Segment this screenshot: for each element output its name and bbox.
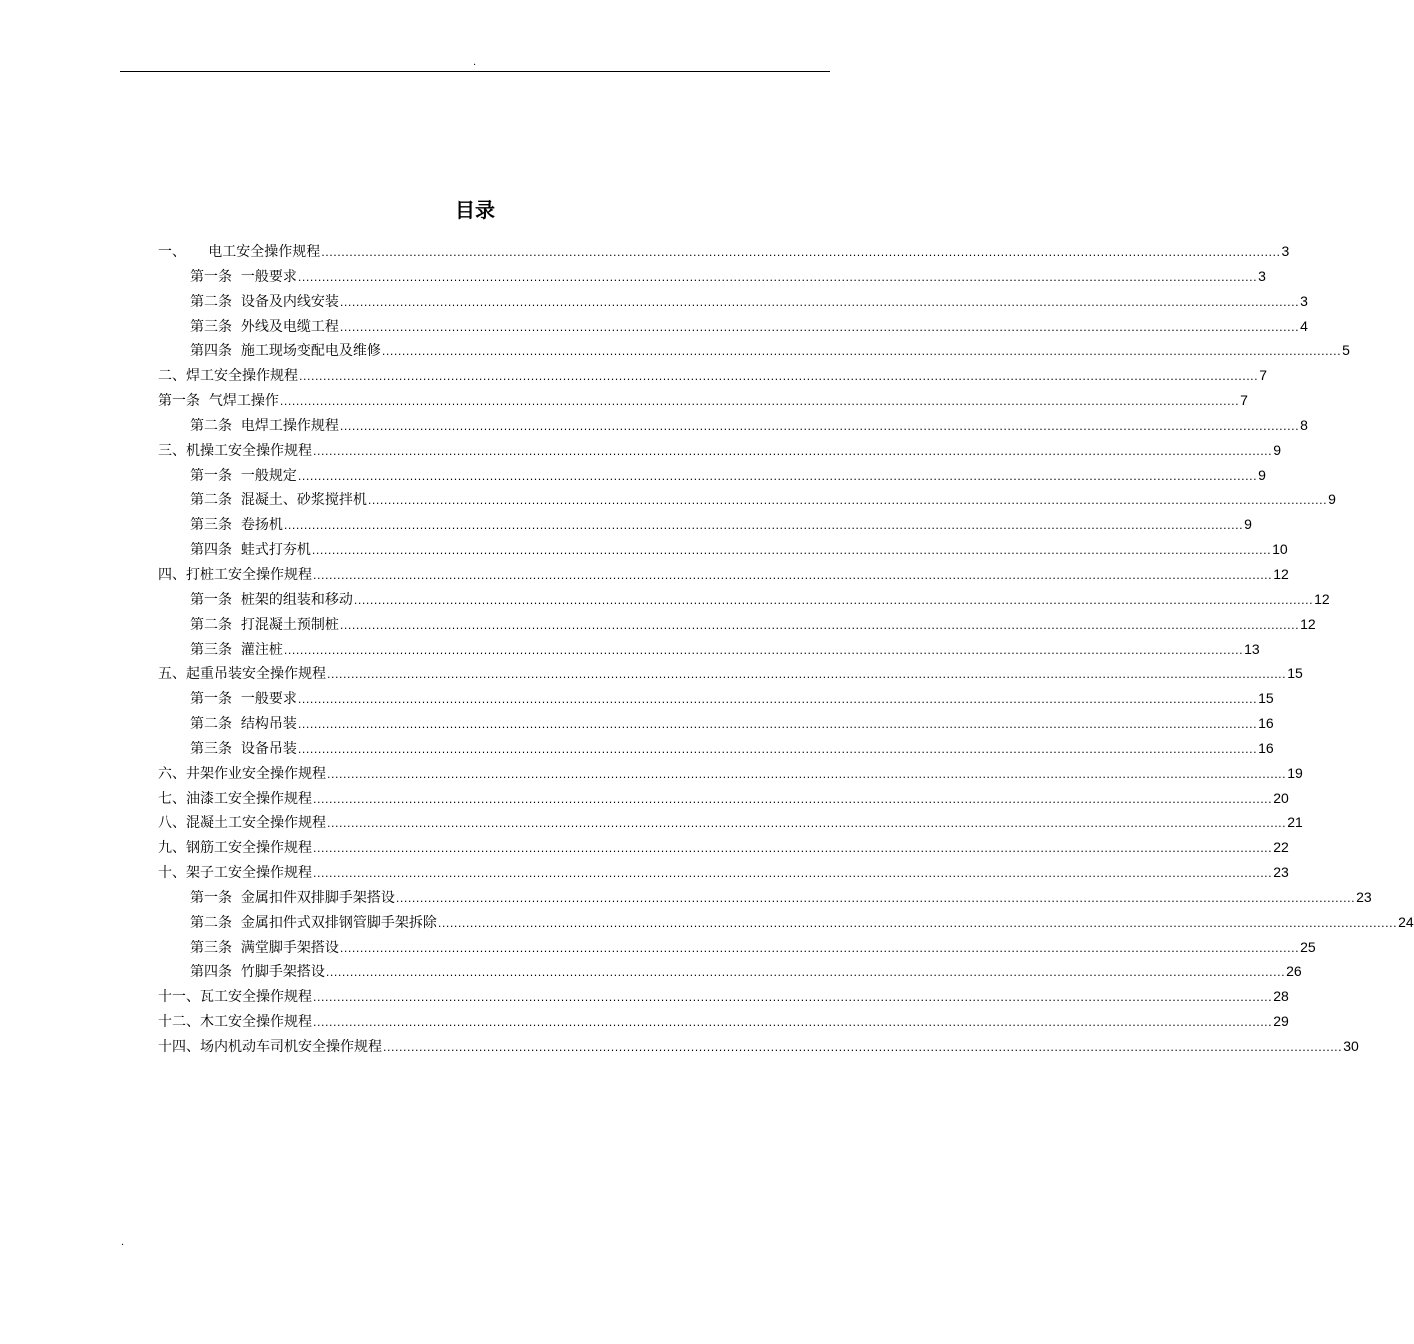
toc-dot-leader: ................................................................................................................................................................................................................................................ [283,643,1244,657]
toc-entry-title: 一、 电工安全操作规程 [158,244,321,260]
toc-title: 目录 [455,198,495,222]
toc-entry-page: 15 [1258,690,1274,707]
toc-entry-title: 第一条 桩架的组装和移动 [190,591,353,608]
toc-dot-leader: ................................................................................................................................................................................................................................................ [313,867,1273,881]
toc-dot-leader: ................................................................................................................................................................................................................................................ [313,842,1273,856]
toc-entry-page: 19 [1287,764,1303,781]
toc-entry-page: 3 [1258,267,1266,284]
toc-entry-title: 第二条 设备及内线安装 [190,293,339,310]
toc-entry[interactable] [158,786,1289,811]
toc-entry[interactable] [158,1009,1289,1034]
toc-entry[interactable] [158,562,1289,587]
toc-entry-page: 12 [1273,565,1289,582]
toc-entry[interactable] [158,388,1248,413]
toc-entry-title: 第二条 打混凝土预制桩 [190,616,339,633]
toc-entry-title: 十、架子工安全操作规程 [158,865,312,882]
toc-entry-title: 二、焊工安全操作规程 [158,368,298,385]
toc-entry-title: 十二、木工安全操作规程 [158,1014,312,1031]
toc-dot-leader: ................................................................................................................................................................................................................................................ [297,693,1258,707]
toc-entry[interactable] [158,661,1303,686]
toc-dot-leader: ................................................................................................................................................................................................................................................ [313,991,1273,1005]
toc-entry-page: 23 [1356,888,1372,905]
toc-dot-leader: ................................................................................................................................................................................................................................................ [353,593,1314,607]
toc-entry-page: 9 [1258,466,1266,483]
toc-entry-page: 9 [1328,491,1336,508]
toc-dot-leader: ................................................................................................................................................................................................................................................ [381,345,1342,359]
toc-entry[interactable] [158,239,1290,264]
toc-entry-title: 第三条 满堂脚手架搭设 [190,939,339,956]
toc-entry[interactable] [158,910,1414,935]
toc-dot-leader: ................................................................................................................................................................................................................................................ [339,320,1300,334]
toc-entry[interactable] [158,363,1267,388]
toc-entry[interactable] [158,711,1274,736]
toc-entry-title: 第一条 一般要求 [190,268,297,285]
toc-dot-leader: ................................................................................................................................................................................................................................................ [297,718,1258,732]
toc-entry[interactable] [158,487,1336,512]
toc-entry-title: 第四条 竹脚手架搭设 [190,964,325,981]
toc-entry-title: 第二条 结构吊装 [190,716,297,733]
toc-dot-leader: ................................................................................................................................................................................................................................................ [313,444,1273,458]
toc-entry-title: 第二条 电焊工操作规程 [190,417,339,434]
toc-entry[interactable] [158,686,1274,711]
toc-entry-page: 12 [1300,615,1316,632]
toc-entry-title: 七、油漆工安全操作规程 [158,790,312,807]
toc-dot-leader: ................................................................................................................................................................................................................................................ [325,966,1286,980]
toc-entry-title: 十四、场内机动车司机安全操作规程 [158,1039,382,1055]
toc-entry[interactable] [158,612,1316,637]
toc-entry-page: 10 [1272,541,1288,558]
toc-entry-title: 第三条 设备吊装 [190,740,297,757]
toc-entry[interactable] [158,537,1288,562]
toc-entry-page: 5 [1342,342,1350,359]
toc-entry[interactable] [158,289,1308,314]
toc-entry[interactable] [158,736,1274,761]
toc-dot-leader: ................................................................................................................................................................................................................................................ [339,295,1300,309]
toc-entry-title: 第一条 一般规定 [190,467,297,484]
toc-entry-title: 五、起重吊装安全操作规程 [158,666,326,683]
toc-entry[interactable] [158,984,1289,1009]
toc-entry-page: 9 [1273,441,1281,458]
toc-dot-leader: ................................................................................................................................................................................................................................................ [327,817,1287,831]
toc-entry[interactable] [158,959,1302,984]
toc-entry[interactable] [158,810,1303,835]
toc-dot-leader: ................................................................................................................................................................................................................................................ [339,941,1300,955]
toc-entry-page: 28 [1273,988,1289,1005]
toc-entry-title: 三、机操工安全操作规程 [158,442,312,459]
toc-entry-title: 四、打桩工安全操作规程 [158,566,312,583]
toc-entry[interactable] [158,860,1289,885]
toc-entry-title: 十一、瓦工安全操作规程 [158,989,312,1006]
toc-dot-leader: ................................................................................................................................................................................................................................................ [327,767,1287,781]
toc-dot-leader: ................................................................................................................................................................................................................................................ [395,891,1356,905]
toc-entry-page: 13 [1244,640,1260,657]
toc-dot-leader: ................................................................................................................................................................................................................................................ [383,1041,1343,1054]
toc-entry-title: 第三条 卷扬机 [190,517,283,534]
toc-entry[interactable] [158,463,1266,488]
toc-dot-leader: ................................................................................................................................................................................................................................................ [339,618,1300,632]
footer-mark: . [121,1237,125,1248]
toc-entry-page: 7 [1259,367,1267,384]
toc-entry-title: 第三条 外线及电缆工程 [190,318,339,335]
toc-entry[interactable] [158,413,1308,438]
toc-entry-title: 八、混凝土工安全操作规程 [158,815,326,832]
toc-dot-leader: ................................................................................................................................................................................................................................................ [339,419,1300,433]
toc-dot-leader: ................................................................................................................................................................................................................................................ [321,246,1281,259]
toc-dot-leader: ................................................................................................................................................................................................................................................ [297,270,1258,284]
toc-entry-title: 第一条 气焊工操作 [158,393,279,410]
toc-entry-page: 3 [1300,292,1308,309]
toc-dot-leader: ................................................................................................................................................................................................................................................ [367,494,1328,508]
toc-entry[interactable] [158,587,1330,612]
toc-dot-leader: ................................................................................................................................................................................................................................................ [297,742,1258,756]
toc-entry-page: 12 [1314,590,1330,607]
toc-entry-title: 六、井架作业安全操作规程 [158,765,326,782]
toc-entry-page: 22 [1273,839,1289,856]
toc-entry-page: 21 [1287,814,1303,831]
toc-dot-leader: ................................................................................................................................................................................................................................................ [313,792,1273,806]
toc-entry-page: 25 [1300,938,1316,955]
toc-dot-leader: ................................................................................................................................................................................................................................................ [297,469,1258,483]
toc-entry-title: 第四条 施工现场变配电及维修 [190,343,381,360]
toc-entry[interactable] [158,314,1308,339]
toc-entry-title: 第四条 蛙式打夯机 [190,542,311,559]
toc-dot-leader: ................................................................................................................................................................................................................................................ [279,395,1240,409]
toc-entry-page: 30 [1343,1038,1359,1054]
toc-entry-title: 第三条 灌注桩 [190,641,283,658]
toc-entry-page: 20 [1273,789,1289,806]
toc-dot-leader: ................................................................................................................................................................................................................................................ [437,916,1398,930]
toc-entry[interactable] [158,1034,1359,1059]
toc-entry-page: 16 [1258,715,1274,732]
toc-entry[interactable] [158,637,1260,662]
toc-entry[interactable] [158,885,1372,910]
toc-entry[interactable] [158,338,1350,363]
toc-entry-page: 23 [1273,864,1289,881]
toc-entry-page: 4 [1300,317,1308,334]
toc-entry-title: 第一条 一般要求 [190,691,297,708]
toc-entry-page: 24 [1398,913,1414,930]
toc-entry-title: 第一条 金属扣件双排脚手架搭设 [190,889,395,906]
header-mark: . [473,57,477,68]
toc-entry[interactable] [158,438,1281,463]
toc-entry-page: 29 [1273,1013,1289,1030]
toc-dot-leader: ................................................................................................................................................................................................................................................ [313,568,1273,582]
table-of-contents [158,239,1414,1059]
toc-entry-page: 8 [1300,416,1308,433]
toc-entry-title: 第二条 混凝土、砂浆搅拌机 [190,492,367,509]
toc-entry-page: 26 [1286,963,1302,980]
toc-entry-page: 7 [1240,392,1248,409]
toc-dot-leader: ................................................................................................................................................................................................................................................ [311,544,1272,558]
header-rule [120,71,830,72]
toc-entry-title: 第二条 金属扣件式双排钢管脚手架拆除 [190,914,437,931]
toc-entry-page: 9 [1244,516,1252,533]
toc-entry[interactable] [158,761,1303,786]
toc-dot-leader: ................................................................................................................................................................................................................................................ [313,1016,1273,1030]
toc-entry-page: 15 [1287,665,1303,682]
toc-entry[interactable] [158,512,1252,537]
toc-entry-page: 3 [1281,243,1290,259]
toc-entry-title: 九、钢筋工安全操作规程 [158,840,312,857]
toc-dot-leader: ................................................................................................................................................................................................................................................ [283,519,1244,533]
toc-entry-page: 16 [1258,739,1274,756]
toc-entry[interactable] [158,835,1289,860]
toc-entry[interactable] [158,264,1266,289]
toc-dot-leader: ................................................................................................................................................................................................................................................ [299,370,1259,384]
toc-entry[interactable] [158,935,1316,960]
toc-dot-leader: ................................................................................................................................................................................................................................................ [327,668,1287,682]
